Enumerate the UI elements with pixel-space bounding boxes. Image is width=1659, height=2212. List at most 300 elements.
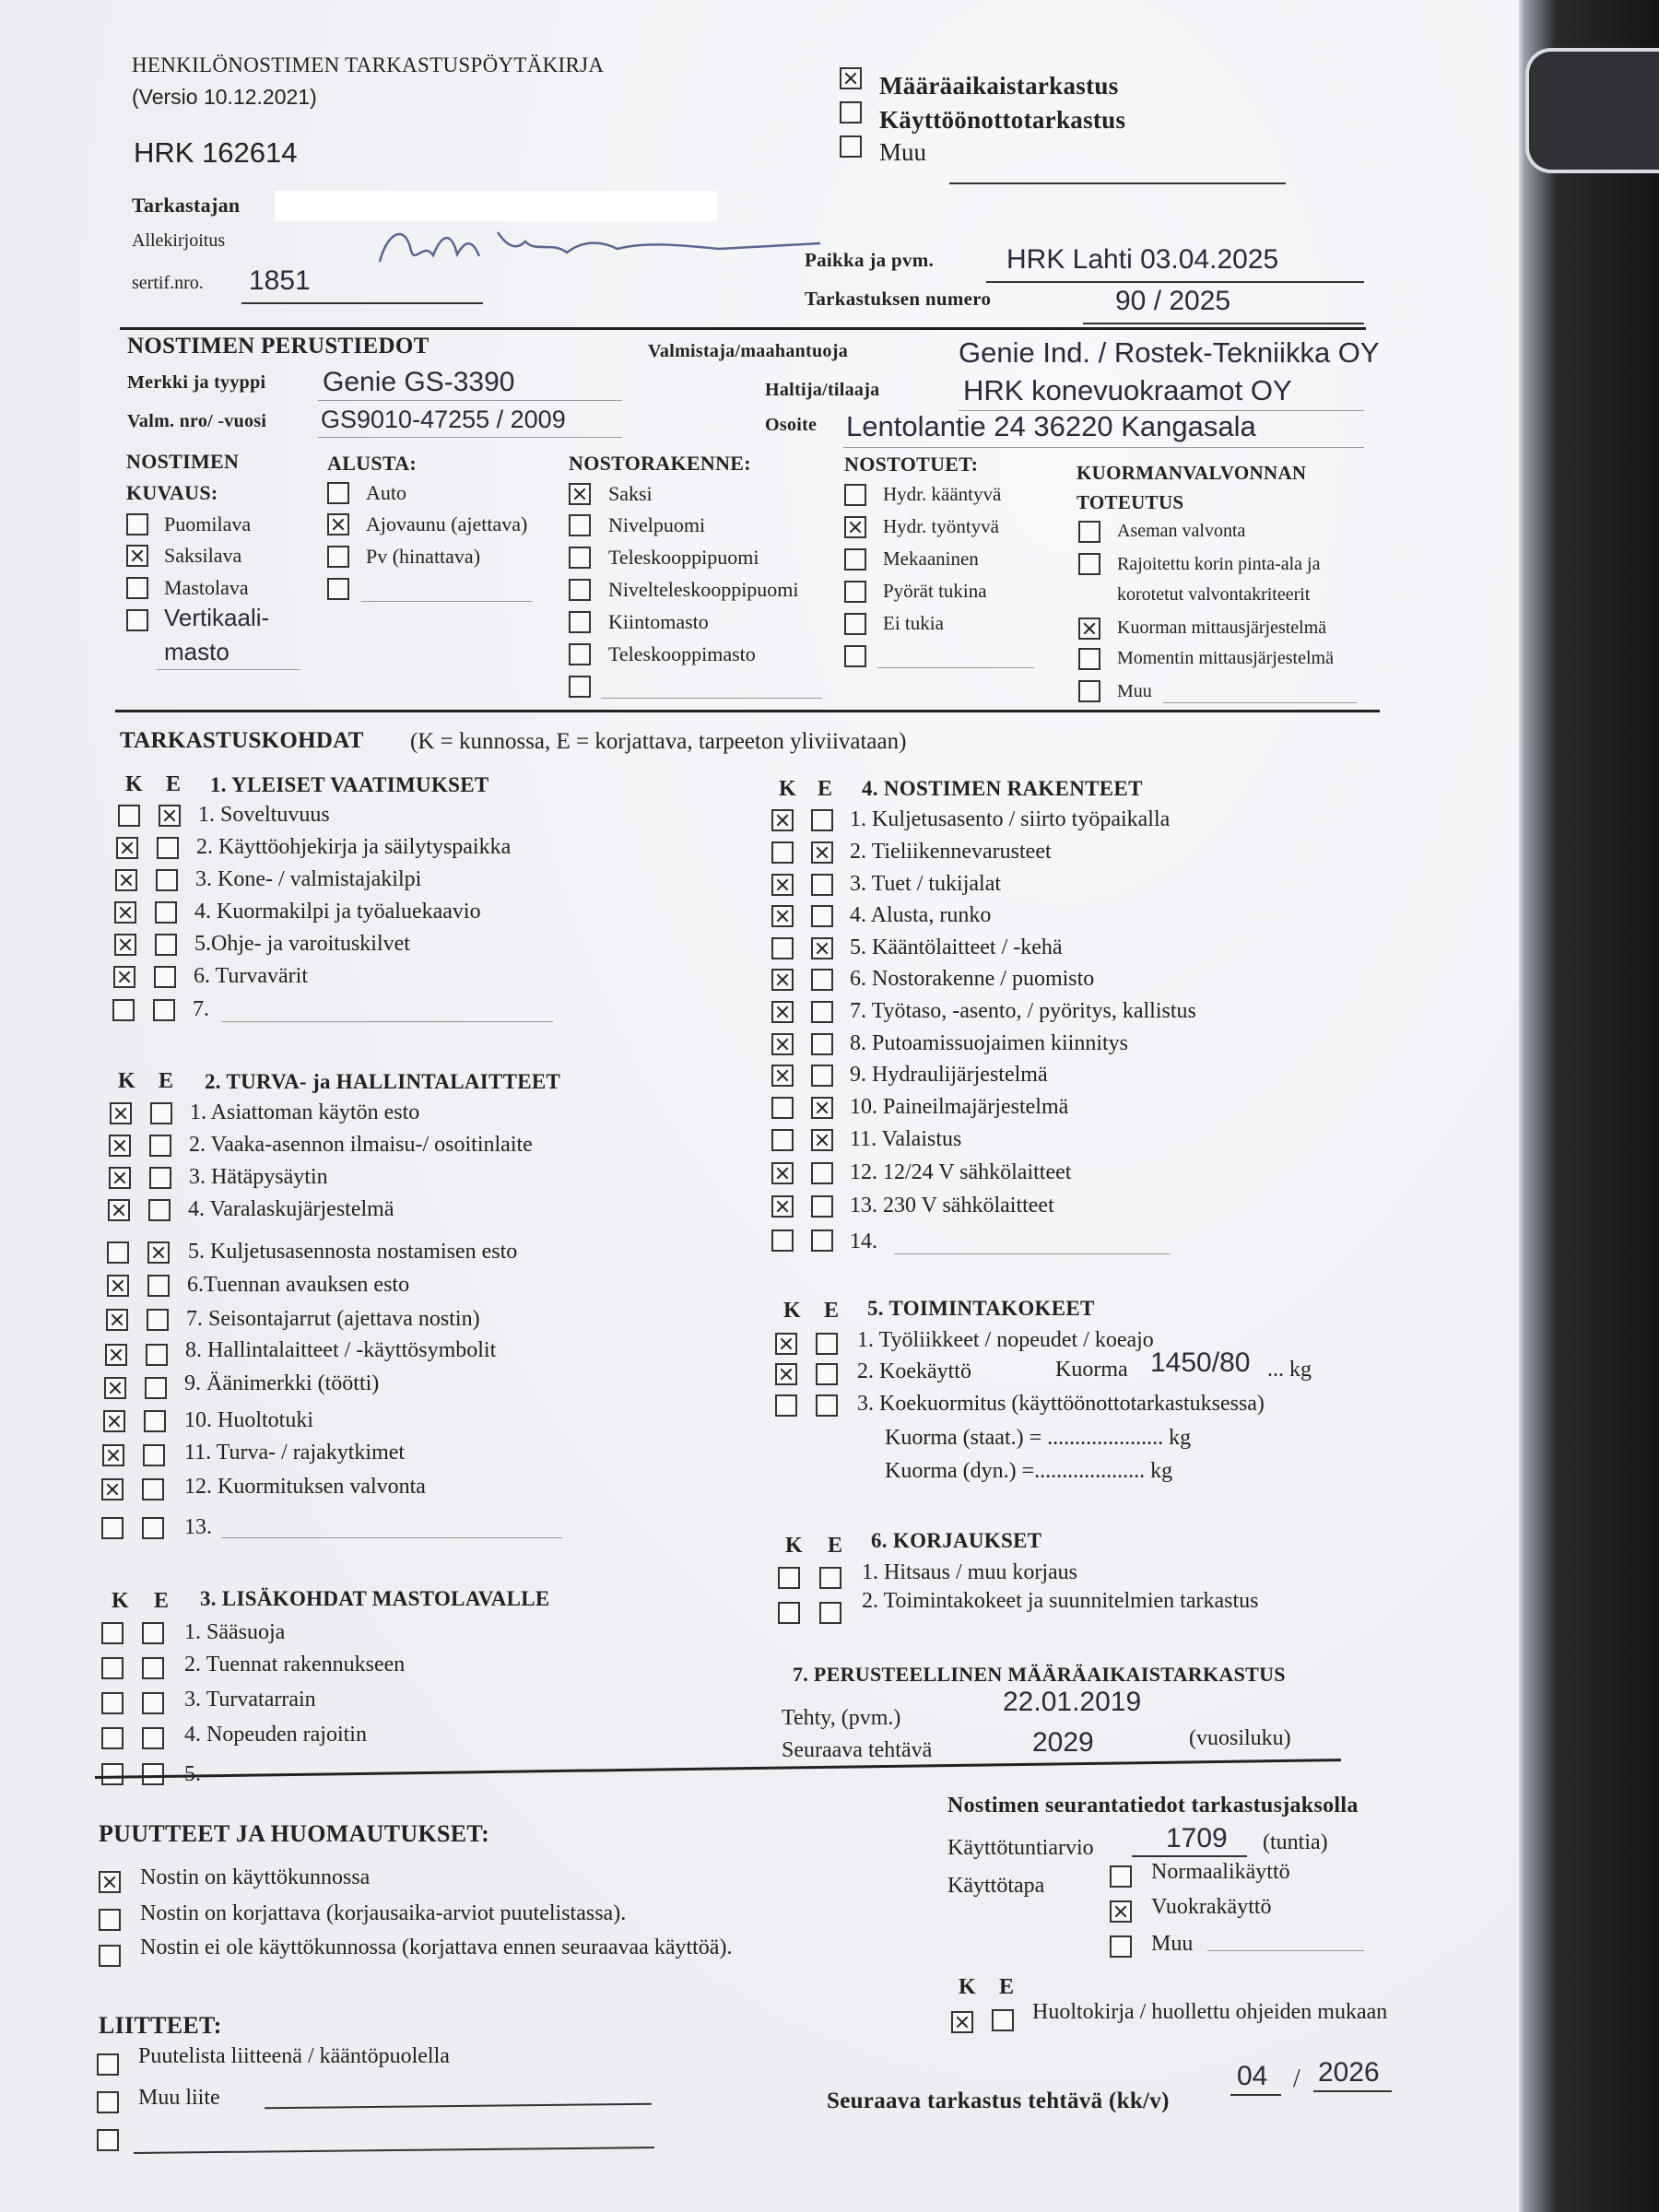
loadmon-title-2: TOTEUTUS [1077,491,1184,513]
label-structure-telescopic-mast: Teleskooppimasto [608,642,756,665]
s3-item2-k[interactable] [101,1657,124,1679]
form-title: HENKILÖNOSTIMEN TARKASTUSPÖYTÄKIRJA [132,53,605,76]
form-version: (Versio 10.12.2021) [132,85,317,109]
s5-item3-label: 3. Koekuormitus (käyttöönottotarkastuksessa) [857,1392,1265,1416]
vertical-mast-line [157,669,300,670]
s5-k-header: K [783,1299,801,1323]
next-inspection-year: 2026 [1318,2057,1380,2088]
address-value: Lentolantie 24 36220 Kangasala [846,410,1256,442]
s1-item1-k[interactable] [118,805,140,827]
logbook-e-header: E [999,1975,1015,1999]
extra-attachment-line [134,2147,654,2154]
s2-item9-label: 9. Äänimerkki (töötti) [184,1371,380,1395]
s5-item1-e[interactable] [816,1333,838,1355]
checkbox-supports-hydr-pushing[interactable] [844,516,866,538]
structure-title: NOSTORAKENNE: [569,452,751,475]
s2-item5-k[interactable] [107,1241,129,1264]
label-needs-repair: Nostin on korjattava (korjausaika-arviot puutelistassa). [140,1901,627,1925]
s1-item6-k[interactable] [113,966,135,988]
checkbox-rental-use[interactable] [1110,1900,1132,1923]
s2-item13-label: 13. [184,1515,212,1539]
s1-item6-e[interactable] [154,966,176,988]
s3-item5-k[interactable] [101,1763,124,1785]
checkbox-scissor-lift[interactable] [126,545,148,567]
s4-item6-e[interactable] [811,969,833,991]
logbook-k[interactable] [951,2011,973,2033]
cert-number-line [241,302,483,304]
s4-item14-e[interactable] [811,1230,833,1252]
s2-item1-label: 1. Asiattoman käytön esto [190,1100,420,1124]
checkbox-structure-fixed-mast[interactable] [569,611,591,633]
attachments-title: LIITTEET: [99,2012,222,2039]
s2-item6-e[interactable] [147,1275,170,1297]
s2-item7-k[interactable] [106,1309,128,1331]
s2-item13-line [221,1537,562,1538]
checkbox-loadmon-moment-measuring[interactable] [1078,648,1100,670]
address-line [843,447,1364,448]
next-inspection-slash: / [1293,2065,1300,2093]
s2-item13-e[interactable] [142,1517,164,1539]
points-divider [95,1759,1341,1779]
checkbox-structure-scissor[interactable] [569,483,591,505]
s4-item3-k[interactable] [771,874,794,896]
label-vertical-mast-2: masto [164,638,229,665]
brand-label: Merkki ja tyyppi [127,372,266,393]
s1-item3-k[interactable] [115,869,137,891]
s6-item2-label: 2. Toimintakokeet ja suunnitelmien tarkastus [862,1589,1259,1613]
s7-next-label: Seuraava tehtävä [782,1738,933,1762]
label-supports-hydr-pushing: Hydr. työntyvä [883,515,999,537]
s2-item9-e[interactable] [145,1377,167,1399]
s3-item1-e[interactable] [142,1622,164,1644]
inspection-number-label: Tarkastuksen numero [805,288,992,310]
s2-item5-label: 5. Kuljetusasennosta nostamisen esto [188,1240,518,1264]
checkbox-structure-art-telescopic[interactable] [569,579,591,601]
signature-label: Allekirjoitus [132,230,226,251]
label-structure-fixed-mast: Kiintomasto [608,610,709,633]
s5-e-header: E [824,1299,840,1323]
logbook-k-header: K [959,1975,976,1999]
s7-title: 7. PERUSTEELLINEN MÄÄRÄAIKAISTARKASTUS [793,1663,1286,1686]
label-loadmon-limited-area-1: Rajoitettu korin pinta-ala ja [1117,554,1321,574]
s4-item7-label: 7. Työtaso, -asento, / pyöritys, kallistus [850,999,1196,1023]
s2-item6-k[interactable] [107,1275,129,1297]
s2-e-header: E [159,1069,174,1093]
checkbox-normal-use[interactable] [1110,1865,1132,1888]
s4-e-header: E [818,777,833,801]
s1-item5-label: 5.Ohje- ja varoituskilvet [194,932,410,956]
s3-k-header: K [112,1589,129,1613]
inspection-number-line [1083,323,1364,324]
chassis-title: ALUSTA: [327,452,418,475]
loadmon-title-1: KUORMANVALVONNAN [1077,462,1307,484]
checkbox-structure-telescopic[interactable] [569,547,591,569]
s3-e-header: E [154,1589,170,1613]
s2-item10-label: 10. Huoltotuki [184,1408,314,1432]
checkbox-supports-other[interactable] [844,645,866,667]
s1-item1-e[interactable] [159,805,181,827]
next-inspection-label: Seuraava tarkastus tehtävä (kk/v) [827,2088,1170,2113]
other-use-line [1207,1950,1364,1951]
s1-item4-label: 4. Kuormakilpi ja työaluekaavio [194,900,481,924]
s6-item1-e[interactable] [819,1567,841,1589]
s4-item11-e[interactable] [811,1129,833,1151]
s4-item12-e[interactable] [811,1162,833,1184]
s5-load-label: Kuorma [1055,1358,1128,1382]
desc-title-2: KUVAUS: [126,481,218,504]
label-loadmon-limited-area-2: korotetut valvontakriteerit [1117,584,1311,605]
s4-item11-label: 11. Valaistus [850,1127,962,1151]
s2-item2-label: 2. Vaaka-asennon ilmaisu-/ osoitinlaite [189,1133,533,1157]
header-divider [120,327,1366,330]
s5-item1-k[interactable] [775,1333,797,1355]
next-inspection-month-line [1230,2094,1281,2096]
s3-item4-label: 4. Nopeuden rajoitin [184,1723,367,1747]
desc-title-1: NOSTIMEN [126,450,240,473]
s4-item8-k[interactable] [771,1033,794,1055]
label-scissor-lift: Saksilava [164,544,242,567]
s2-k-header: K [118,1069,135,1093]
s6-item1-k[interactable] [778,1567,800,1589]
s1-item2-e[interactable] [157,837,179,859]
s1-item3-e[interactable] [156,869,178,891]
label-loadmon-other: Muu [1117,681,1152,701]
s4-k-header: K [779,777,796,801]
s5-item2-e[interactable] [816,1363,838,1385]
label-other-use: Muu [1151,1932,1194,1956]
s5-load-kg: ... kg [1267,1358,1312,1382]
s5-item3-k[interactable] [775,1394,797,1417]
s2-item4-e[interactable] [148,1199,171,1221]
checkbox-loadmon-load-measuring[interactable] [1078,618,1100,640]
s6-item2-e[interactable] [819,1602,841,1624]
s4-item7-k[interactable] [771,1001,794,1023]
address-label: Osoite [765,415,818,435]
checkbox-supports-none[interactable] [844,613,866,635]
supports-other-line [877,667,1034,668]
s1-item4-k[interactable] [114,901,136,924]
s4-item2-e[interactable] [811,841,833,864]
label-structure-scissor: Saksi [608,482,653,505]
s1-item7-line [221,1021,553,1022]
s4-title: 4. NOSTIMEN RAKENTEET [862,777,1143,800]
s2-item10-k[interactable] [103,1410,125,1432]
s4-item4-e[interactable] [811,905,833,927]
label-normal-use: Normaalikäyttö [1151,1860,1290,1884]
checkbox-other-inspection[interactable] [840,135,862,158]
registration-number: HRK 162614 [134,136,298,169]
s3-item4-e[interactable] [142,1727,164,1749]
label-structure-art-telescopic: Nivelteleskooppipuomi [608,578,799,601]
s2-item9-k[interactable] [104,1377,126,1399]
s3-item2-e[interactable] [142,1657,164,1679]
s2-item13-k[interactable] [101,1517,124,1539]
label-supports-hydr-turning: Hydr. kääntyvä [883,483,1002,505]
s4-item12-label: 12. 12/24 V sähkölaitteet [850,1160,1072,1184]
points-title: TARKASTUSKOHDAT [120,728,364,753]
next-inspection-month: 04 [1237,2061,1268,2091]
s6-item2-k[interactable] [778,1602,800,1624]
label-structure-articulated: Nivelpuomi [608,513,706,536]
label-chassis-driven: Ajovaunu (ajettava) [366,512,528,535]
s2-item5-e[interactable] [147,1241,170,1264]
label-other-attachment: Muu liite [138,2086,220,2110]
maker-label: Valmistaja/maahantuoja [648,341,848,361]
checkbox-structure-telescopic-mast[interactable] [569,643,591,665]
checkbox-chassis-auto[interactable] [327,482,349,504]
s4-item2-k[interactable] [771,841,794,864]
s2-item3-e[interactable] [149,1167,171,1189]
label-supports-wheels: Pyörät tukina [883,580,987,602]
other-inspection-line [949,182,1286,184]
s3-item2-label: 2. Tuennat rakennukseen [184,1653,406,1677]
brand-line [318,400,622,401]
s1-e-header: E [166,772,182,796]
s4-item3-e[interactable] [811,874,833,896]
s4-item5-k[interactable] [771,937,794,959]
s2-item7-label: 7. Seisontajarrut (ajettava nostin) [186,1307,480,1331]
s1-item6-label: 6. Turvavärit [194,964,309,988]
checkbox-supports-wheels[interactable] [844,581,866,603]
clipboard-edge [1519,0,1659,2212]
s4-item6-k[interactable] [771,969,794,991]
s2-item2-e[interactable] [149,1135,171,1157]
hours-unit: (tuntia) [1263,1830,1328,1854]
cert-number: 1851 [249,265,311,296]
checkbox-chassis-towed[interactable] [327,546,349,568]
s1-title: 1. YLEISET VAATIMUKSET [210,773,489,796]
s4-item5-e[interactable] [811,937,833,959]
checkbox-needs-repair[interactable] [99,1909,121,1931]
s2-item8-label: 8. Hallintalaitteet / -käyttösymbolit [185,1338,497,1362]
s5-static-load: Kuorma (staat.) = ..................... kg [885,1426,1192,1450]
logbook-label: Huoltokirja / huollettu ohjeiden mukaan [1032,2000,1388,2024]
s2-item4-label: 4. Varalaskujärjestelmä [188,1197,394,1221]
s3-item3-k[interactable] [101,1692,124,1714]
label-structure-telescopic: Teleskooppipuomi [608,546,759,569]
checkbox-chassis-other[interactable] [327,578,349,600]
label-mast-lift: Mastolava [164,576,249,599]
s1-item3-label: 3. Kone- / valmistajakilpi [195,867,422,891]
s5-item1-label: 1. Työliikkeet / nopeudet / koeajo [857,1328,1154,1352]
s2-item1-e[interactable] [150,1102,172,1124]
checkbox-vertical-mast[interactable] [126,609,148,631]
label-supports-none: Ei tukia [883,612,944,634]
s2-item8-e[interactable] [146,1344,168,1366]
s2-item12-e[interactable] [142,1478,164,1500]
s2-item3-k[interactable] [109,1167,131,1189]
hours-value: 1709 [1166,1823,1228,1853]
s1-item7-k[interactable] [112,999,135,1021]
label-commissioning-inspection: Käyttöönottotarkastus [879,106,1126,134]
supports-title: NOSTOTUET: [844,453,979,476]
serial-line [318,437,622,438]
s4-item13-label: 13. 230 V sähkölaitteet [850,1194,1054,1218]
s3-item3-label: 3. Turvatarrain [184,1688,316,1712]
label-loadmon-moment-measuring: Momentin mittausjärjestelmä [1117,648,1334,668]
s2-item2-k[interactable] [109,1135,131,1157]
s6-item1-label: 1. Hitsaus / muu korjaus [862,1560,1077,1584]
s4-item13-e[interactable] [811,1195,833,1218]
s2-item11-label: 11. Turva- / rajakytkimet [184,1441,406,1465]
place-date-line [986,281,1364,283]
s4-item1-k[interactable] [771,809,794,831]
defects-title: PUUTTEET JA HUOMAUTUKSET: [99,1820,490,1847]
s5-item2-k[interactable] [775,1363,797,1385]
clipboard-clip [1525,48,1659,173]
s1-item4-e[interactable] [155,901,177,924]
s4-item4-k[interactable] [771,905,794,927]
s4-item5-label: 5. Kääntölaitteet / -kehä [850,935,1063,959]
s3-item4-k[interactable] [101,1727,124,1749]
s1-item7-label: 7. [193,997,209,1021]
label-not-operational: Nostin ei ole käyttökunnossa (korjattava ennen seuraavaa käyttöä). [140,1936,733,1959]
checkbox-not-operational[interactable] [99,1945,121,1967]
s3-item3-e[interactable] [142,1692,164,1714]
checkbox-other-attachment[interactable] [97,2091,119,2113]
s4-item11-k[interactable] [771,1129,794,1151]
s1-item1-label: 1. Soveltuvuus [198,803,330,827]
inspector-label: Tarkastajan [132,194,241,217]
checkbox-structure-other[interactable] [569,676,591,698]
label-chassis-towed: Pv (hinattava) [366,545,481,568]
hours-label: Käyttötuntiarvio [947,1836,1094,1860]
checkbox-periodic-inspection[interactable] [840,67,862,89]
s2-item12-k[interactable] [101,1478,124,1500]
checkbox-chassis-driven[interactable] [327,513,349,535]
s1-item5-e[interactable] [155,934,177,956]
s4-item3-label: 3. Tuet / tukijalat [850,872,1002,896]
label-loadmon-load-measuring: Kuorman mittausjärjestelmä [1117,618,1327,638]
s2-item10-e[interactable] [144,1410,166,1432]
s4-item14-k[interactable] [771,1230,794,1252]
other-attachment-line [265,2103,652,2109]
s2-item6-label: 6.Tuennan avauksen esto [187,1273,410,1297]
s2-item8-k[interactable] [105,1344,127,1366]
s6-e-header: E [828,1534,843,1558]
s4-item1-e[interactable] [811,809,833,831]
inspector-signature [369,214,830,278]
label-chassis-auto: Auto [366,481,406,504]
checkbox-loadmon-limited-area[interactable] [1078,553,1100,575]
s2-item12-label: 12. Kuormituksen valvonta [184,1475,426,1499]
checkbox-loadmon-other[interactable] [1078,680,1100,702]
label-loadmon-position: Aseman valvonta [1117,521,1246,541]
s4-item12-k[interactable] [771,1162,794,1184]
s4-item8-e[interactable] [811,1033,833,1055]
s2-item11-k[interactable] [102,1444,124,1466]
checkbox-loadmon-position[interactable] [1078,521,1100,543]
s7-next-value: 2029 [1032,1727,1094,1758]
checkbox-supports-mechanical[interactable] [844,548,866,571]
s4-item8-label: 8. Putoamissuojaimen kiinnitys [850,1031,1129,1055]
s5-item2-label: 2. Koekäyttö [857,1359,971,1383]
label-rental-use: Vuokrakäyttö [1151,1895,1272,1919]
brand-value: Genie GS-3390 [323,367,515,397]
label-defect-list: Puutelista liitteenä / kääntöpuolella [138,2044,450,2068]
s4-item14-line [894,1253,1171,1254]
checkbox-mast-lift[interactable] [126,577,148,599]
s4-item4-label: 4. Alusta, runko [850,903,992,927]
s4-item9-k[interactable] [771,1065,794,1087]
s4-item6-label: 6. Nostorakenne / puomisto [850,967,1095,991]
checkbox-structure-articulated[interactable] [569,514,591,536]
s1-item2-label: 2. Käyttöohjekirja ja säilytyspaikka [196,835,512,859]
s5-title: 5. TOIMINTAKOKEET [867,1297,1095,1320]
structure-other-line [601,698,822,699]
s3-item1-label: 1. Sääsuoja [184,1620,286,1644]
checkbox-operational[interactable] [99,1871,121,1893]
label-other-inspection: Muu [879,138,927,166]
s5-item3-e[interactable] [816,1394,838,1417]
s4-item14-label: 14. [850,1230,877,1253]
s7-done-label: Tehty, (pvm.) [782,1706,901,1730]
s1-item5-k[interactable] [114,934,136,956]
label-vertical-mast-1: Vertikaali- [164,604,270,631]
label-boom-lift: Puomilava [164,512,252,535]
cert-label: sertif.nro. [132,273,204,293]
s1-k-header: K [125,772,143,796]
s4-item10-k[interactable] [771,1097,794,1119]
checkbox-boom-lift[interactable] [126,513,148,535]
s4-item1-label: 1. Kuljetusasento / siirto työpaikalla [850,807,1171,831]
label-supports-mechanical: Mekaaninen [883,547,979,570]
checkbox-commissioning-inspection[interactable] [840,101,862,124]
s6-k-header: K [785,1534,803,1558]
checkbox-other-use[interactable] [1110,1936,1132,1958]
s4-item13-k[interactable] [771,1195,794,1218]
s2-item1-k[interactable] [110,1102,132,1124]
s2-item7-e[interactable] [147,1309,169,1331]
place-date-value: HRK Lahti 03.04.2025 [1006,244,1279,275]
s3-item1-k[interactable] [101,1622,124,1644]
s1-item7-e[interactable] [153,999,175,1021]
place-date-label: Paikka ja pvm. [805,249,935,271]
s2-item3-label: 3. Hätäpysäytin [189,1165,328,1189]
s4-item9-e[interactable] [811,1065,833,1087]
s2-item11-e[interactable] [143,1444,165,1466]
hours-line [1132,1855,1247,1857]
chassis-other-line [361,601,532,602]
label-periodic-inspection: Määräaikaistarkastus [879,72,1119,100]
s2-item4-k[interactable] [108,1199,130,1221]
basic-info-title: NOSTIMEN PERUSTIEDOT [127,334,429,359]
maker-value: Genie Ind. / Rostek-Tekniikka OY [959,336,1380,369]
use-label: Käyttötapa [947,1874,1045,1898]
s6-title: 6. KORJAUKSET [871,1529,1042,1552]
owner-value: HRK konevuokraamot OY [963,374,1292,406]
s4-item2-label: 2. Tieliikennevarusteet [850,840,1052,864]
s7-year-note: (vuosiluku) [1189,1726,1291,1750]
checkbox-supports-hydr-turning[interactable] [844,484,866,506]
s4-item10-label: 10. Paineilmajärjestelmä [850,1095,1069,1119]
s3-title: 3. LISÄKOHDAT MASTOLAVALLE [200,1587,550,1610]
serial-label: Valm. nro/ -vuosi [127,411,267,431]
s4-item10-e[interactable] [811,1097,833,1119]
s5-load-value: 1450/80 [1150,1347,1251,1378]
basic-info-divider [115,710,1380,712]
s5-dynamic-load: Kuorma (dyn.) =.................... kg [885,1459,1173,1483]
serial-value: GS9010-47255 / 2009 [321,406,566,433]
s1-item2-k[interactable] [116,837,138,859]
s4-item9-label: 9. Hydraulijärjestelmä [850,1063,1048,1087]
label-operational: Nostin on käyttökunnossa [140,1865,371,1889]
logbook-e[interactable] [992,2009,1014,2031]
s4-item7-e[interactable] [811,1001,833,1023]
checkbox-extra-attachment[interactable] [97,2129,119,2151]
s7-done-value: 22.01.2019 [1003,1687,1142,1717]
checkbox-defect-list[interactable] [97,2053,119,2076]
